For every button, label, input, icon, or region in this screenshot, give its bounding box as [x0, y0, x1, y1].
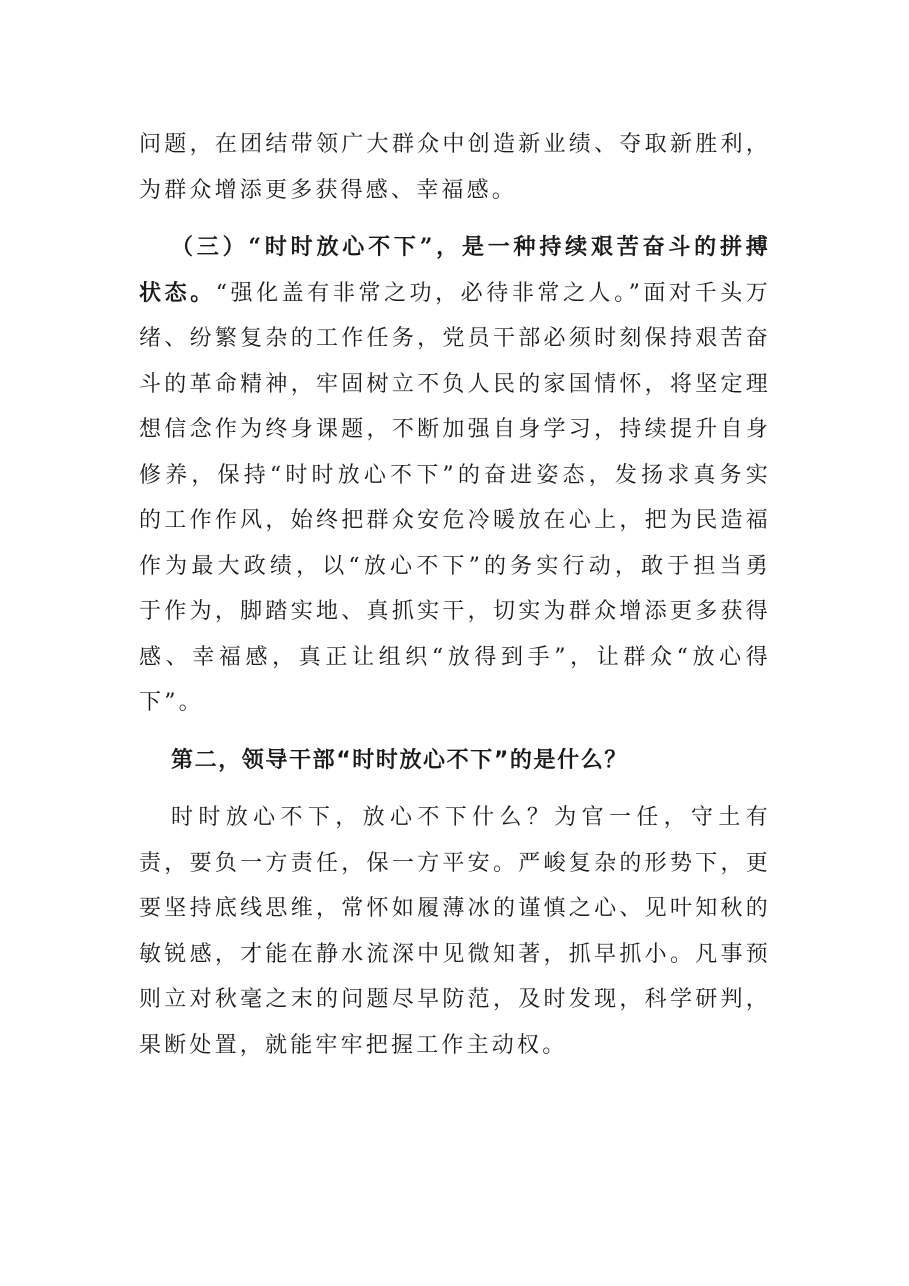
section-three-heading: （三）“时时放心不下”，是一种持续艰苦奋斗的拼搏状态。: [139, 234, 771, 306]
section-three-paragraph: [139, 225, 771, 726]
section-heading-second: 第二，领导干部“时时放心不下”的是什么？: [171, 747, 628, 773]
paragraph-continuation: 问题，在团结带领广大群众中创造新业绩、夺取新胜利，为群众增添更多获得感、幸福感。: [139, 132, 771, 203]
document-body: [139, 122, 771, 1068]
paragraph-what-to-worry: 时时放心不下，放心不下什么？为官一任，守土有责，要负一方责任，保一方平安。严峻复杂的形势下，更要坚持底线思维，常怀如履薄冰的谨慎之心、见叶知秋的敏锐感，才能在静水流深中见微知著，抓早抓小。凡事预则立对秋毫之末的问题尽早防范，及时发现，科学研判，果断处置，就能牢牢把握工作主动权。: [139, 805, 771, 1058]
section-three-body: “强化盖有非常之功，必待非常之人。”面对千头万绪、纷繁复杂的工作任务，党员干部必须时刻保持艰苦奋斗的革命精神，牢固树立不负人民的家国情怀，将坚定理想信念作为终身课题，不断加强自身学习，持续提升自身修养，保持“时时放心不下”的奋进姿态，发扬求真务实的工作作风，始终把群众安危冷暖放在心上，把为民造福作为最大政绩，以“放心不下”的务实行动，敢于担当勇于作为，脚踏实地、真抓实干，切实为群众增添更多获得感、幸福感，真正让组织“放得到手”，让群众“放心得下”。: [139, 280, 771, 715]
